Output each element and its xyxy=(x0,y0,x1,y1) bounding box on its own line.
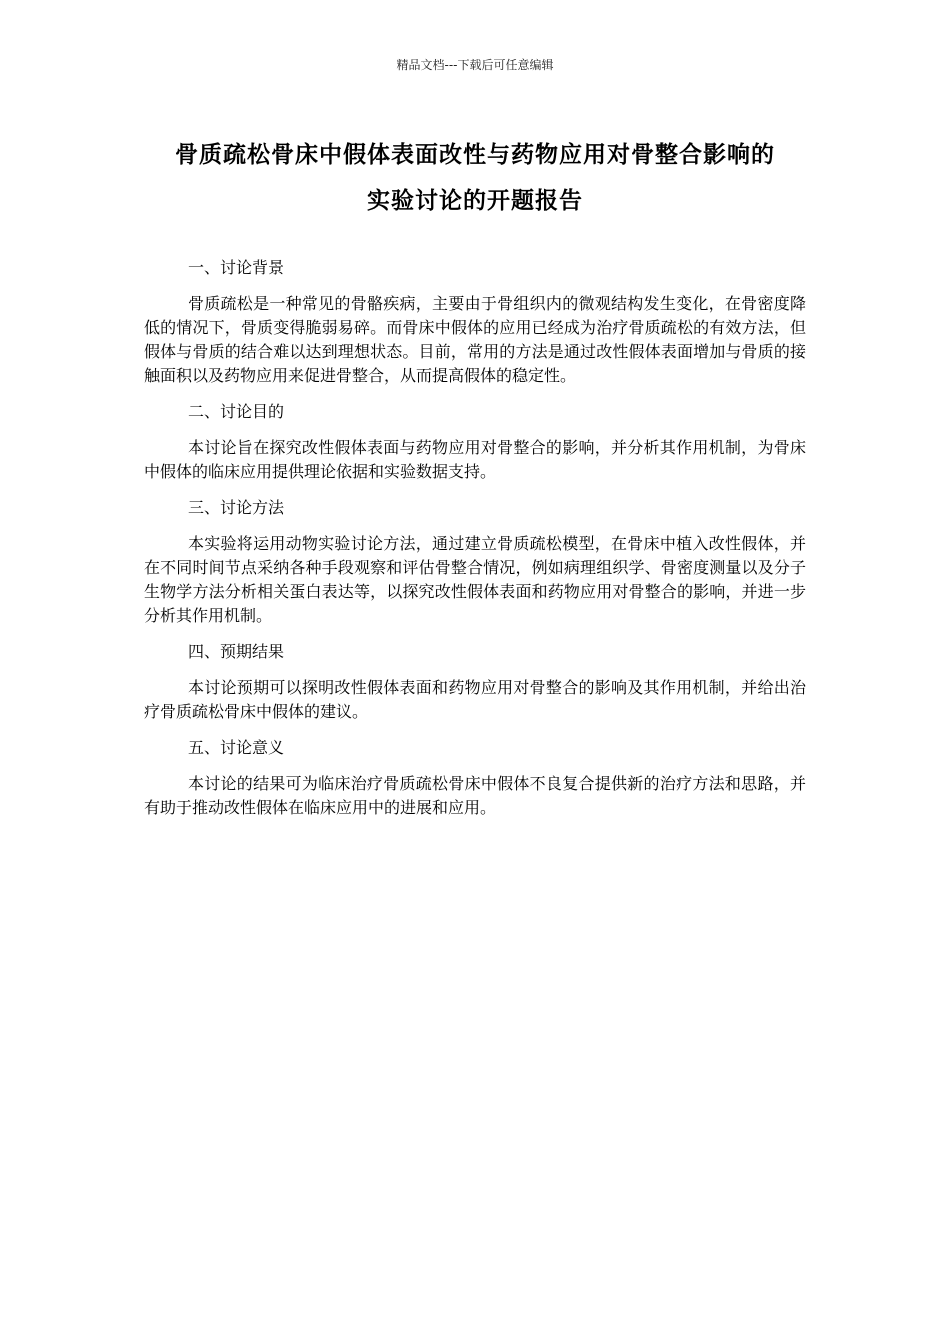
title-line-2: 实验讨论的开题报告 xyxy=(367,188,583,214)
section-heading: 一、讨论背景 xyxy=(188,258,285,277)
section-heading: 五、讨论意义 xyxy=(188,738,285,757)
section-paragraph: 本讨论预期可以探明改性假体表面和药物应用对骨整合的影响及其作用机制，并给出治疗骨质疏松骨床中假体的建议。 xyxy=(144,678,806,721)
section-significance xyxy=(144,736,806,820)
section-paragraph: 本实验将运用动物实验讨论方法，通过建立骨质疏松模型，在骨床中植入改性假体，并在不同时间节点采纳各种手段观察和评估骨整合情况，例如病理组织学、骨密度测量以及分子生物学方法分析相关蛋白表达等，以探究改性假体表面和药物应用对骨整合的影响，并进一步分析其作用机制。 xyxy=(144,534,806,625)
section-expected-results xyxy=(144,640,806,724)
title-line-1: 骨质疏松骨床中假体表面改性与药物应用对骨整合影响的 xyxy=(175,142,775,168)
section-background xyxy=(144,256,806,388)
section-purpose xyxy=(144,400,806,484)
section-paragraph: 本讨论旨在探究改性假体表面与药物应用对骨整合的影响，并分析其作用机制，为骨床中假体的临床应用提供理论依据和实验数据支持。 xyxy=(144,438,806,481)
page-header: 精品文档---下载后可任意编辑 xyxy=(396,58,554,72)
section-heading: 四、预期结果 xyxy=(188,642,285,661)
section-heading: 二、讨论目的 xyxy=(188,402,285,421)
document-title xyxy=(140,132,810,224)
document-body xyxy=(144,256,806,832)
section-paragraph: 骨质疏松是一种常见的骨骼疾病，主要由于骨组织内的微观结构发生变化，在骨密度降低的情况下，骨质变得脆弱易碎。而骨床中假体的应用已经成为治疗骨质疏松的有效方法，但假体与骨质的结合难以达到理想状态。目前，常用的方法是通过改性假体表面增加与骨质的接触面积以及药物应用来促进骨整合，从而提高假体的稳定性。 xyxy=(144,294,806,385)
section-method xyxy=(144,496,806,628)
section-heading: 三、讨论方法 xyxy=(188,498,285,517)
section-paragraph: 本讨论的结果可为临床治疗骨质疏松骨床中假体不良复合提供新的治疗方法和思路，并有助于推动改性假体在临床应用中的进展和应用。 xyxy=(144,774,806,817)
